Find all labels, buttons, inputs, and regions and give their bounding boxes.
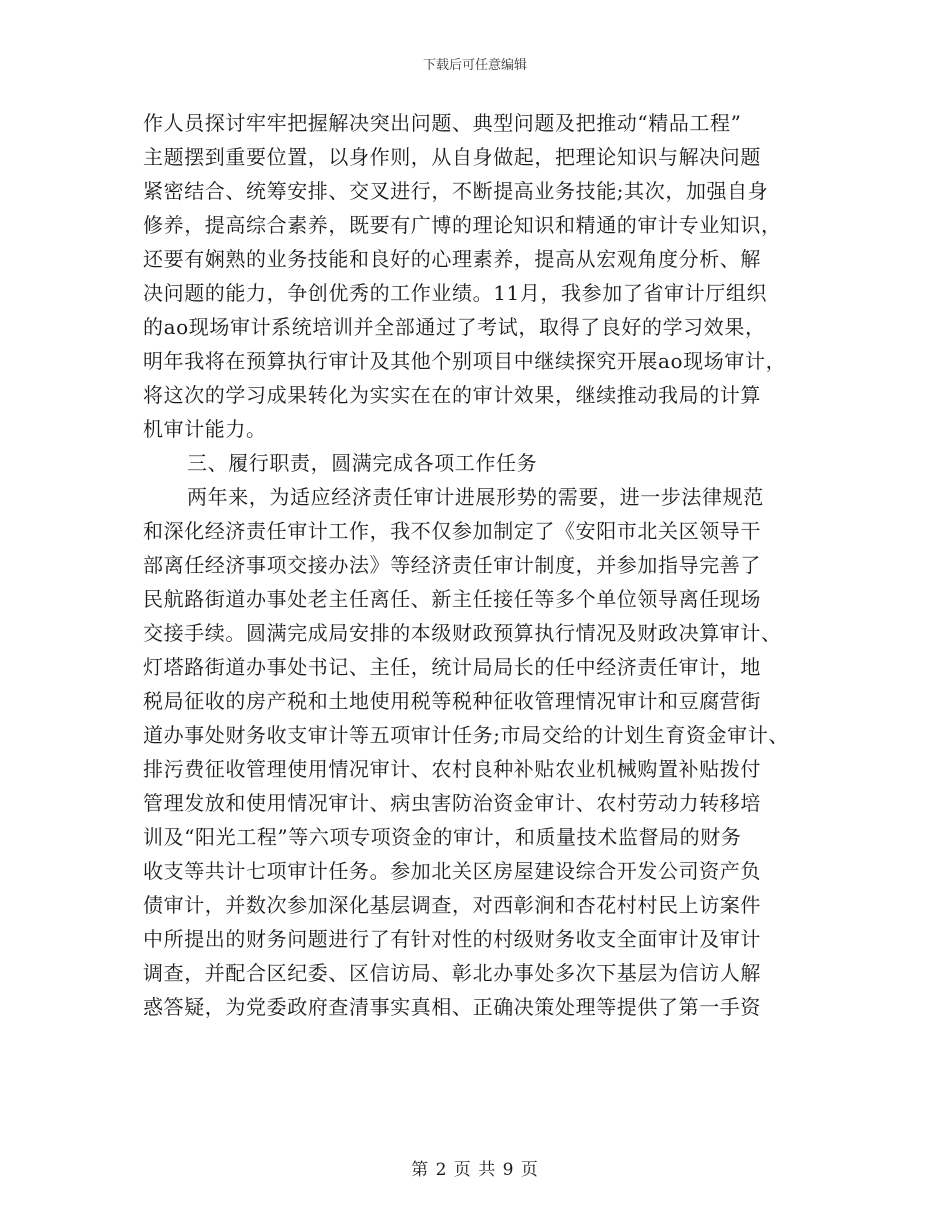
body-line: 机审计能力。 — [143, 417, 267, 441]
section-heading: 三、履行职责，圆满完成各项工作任务 — [187, 451, 538, 475]
body-line: 训及“阳光工程”等六项专项资金的审计，和质量技术监督局的财务 — [143, 825, 742, 849]
page-header: 下载后可任意编辑 — [422, 58, 527, 73]
body-line: 紧密结合、统筹安排、交叉进行，不断提高业务技能;其次，加强自身 — [143, 179, 769, 203]
body-line: 灯塔路街道办事处书记、主任，统计局局长的任中经济责任审计，地 — [143, 655, 761, 679]
body-line: 道办事处财务收支审计等五项审计任务;市局交给的计划生育资金审计、 — [143, 723, 789, 747]
body-line: 主题摆到重要位置，以身作则，从自身做起，把理论知识与解决问题 — [143, 145, 761, 169]
body-line: 和深化经济责任审计工作，我不仅参加制定了《安阳市北关区领导干 — [143, 519, 761, 543]
body-line: 修养，提高综合素养，既要有广博的理论知识和精通的审计专业知识， — [143, 213, 782, 237]
body-line: 管理发放和使用情况审计、病虫害防治资金审计、农村劳动力转移培 — [143, 791, 761, 815]
body-line: 的ao现场审计系统培训并全部通过了考试，取得了良好的学习效果， — [143, 315, 766, 339]
body-line: 将这次的学习成果转化为实实在在的审计效果，继续推动我局的计算 — [143, 383, 761, 407]
body-line: 明年我将在预算执行审计及其他个别项目中继续探究开展ao现场审计， — [143, 349, 787, 373]
body-line: 交接手续。圆满完成局安排的本级财政预算执行情况及财政决算审计、 — [143, 621, 782, 645]
body-line: 税局征收的房产税和土地使用税等税种征收管理情况审计和豆腐营街 — [143, 689, 761, 713]
body-line: 中所提出的财务问题进行了有针对性的村级财务收支全面审计及审计 — [143, 927, 761, 951]
paragraph-start-line: 两年来，为适应经济责任审计进展形势的需要，进一步法律规范 — [187, 485, 764, 509]
body-line: 民航路街道办事处老主任离任、新主任接任等多个单位领导离任现场 — [143, 587, 761, 611]
body-line: 决问题的能力，争创优秀的工作业绩。11月，我参加了省审计厅组织 — [143, 281, 768, 305]
body-line: 作人员探讨牢牢把握解决突出问题、典型问题及把推动“精品工程” — [143, 111, 742, 135]
body-line: 还要有娴熟的业务技能和良好的心理素养，提高从宏观角度分析、解 — [143, 247, 761, 271]
body-line: 调查，并配合区纪委、区信访局、彰北办事处多次下基层为信访人解 — [143, 961, 761, 985]
body-line: 部离任经济事项交接办法》等经济责任审计制度，并参加指导完善了 — [143, 553, 761, 577]
page-number-footer: 第 2 页 共 9 页 — [411, 1160, 539, 1180]
document-body — [143, 106, 833, 1024]
body-line: 收支等共计七项审计任务。参加北关区房屋建设综合开发公司资产负 — [143, 859, 761, 883]
body-line: 惑答疑，为党委政府查清事实真相、正确决策处理等提供了第一手资 — [143, 995, 761, 1019]
body-line: 排污费征收管理使用情况审计、农村良种补贴农业机械购置补贴拨付 — [143, 757, 761, 781]
body-line: 债审计，并数次参加深化基层调查，对西彰涧和杏花村村民上访案件 — [143, 893, 761, 917]
